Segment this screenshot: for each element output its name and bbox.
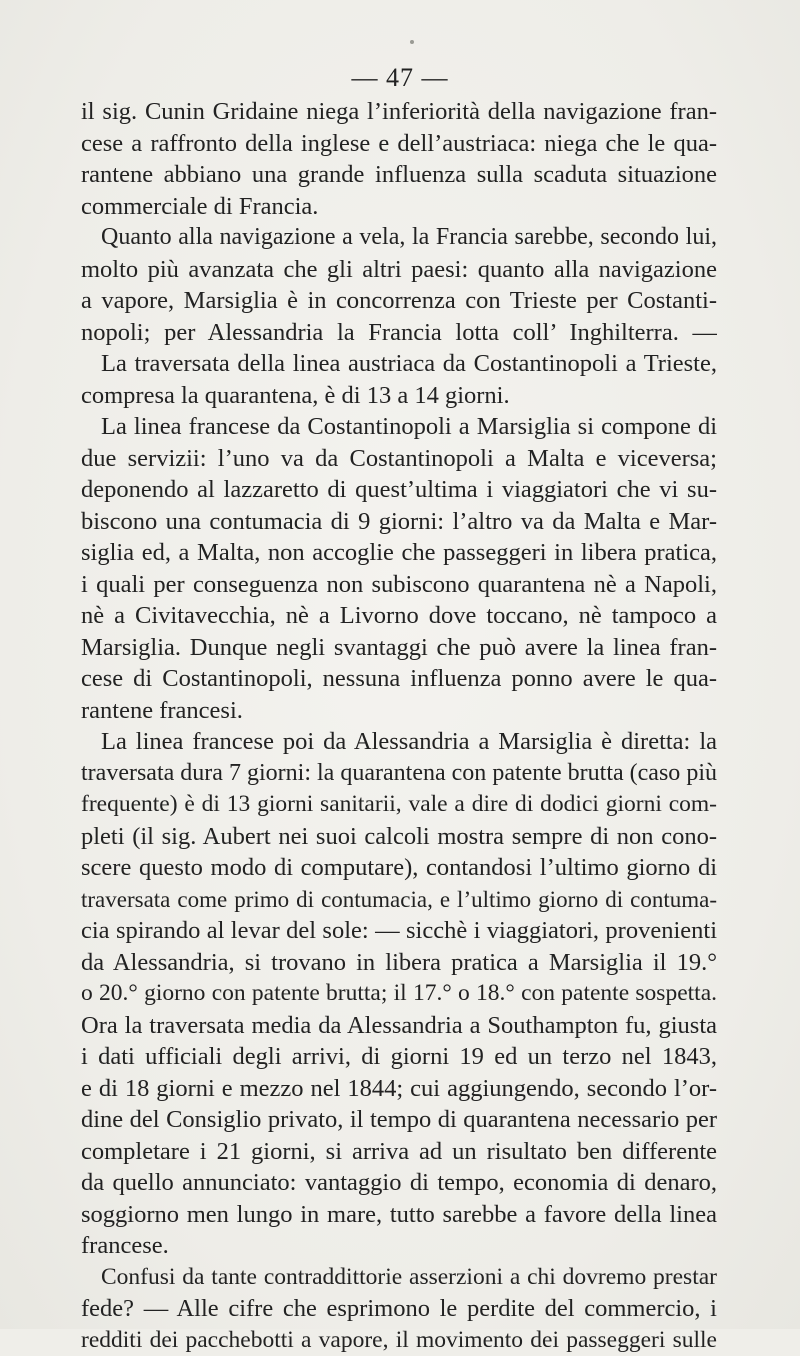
text-line: a vapore, Marsiglia è in concorrenza con Trieste per Costanti- [81,285,717,317]
text-line: Ora la traversata media da Alessandria a Southampton fu, giusta [81,1010,717,1042]
text-line: scere questo modo di computare), contandosi l’ultimo giorno di [81,852,717,884]
text-line: La linea francese da Costantinopoli a Marsiglia si compone di [81,411,717,443]
text-line: i quali per conseguenza non subiscono quarantena nè a Napoli, [81,569,717,601]
text-line: completare i 21 giorni, si arriva ad un risultato ben differente [81,1136,717,1168]
page-number: — 47 — [0,63,800,93]
text-line: frequente) è di 13 giorni sanitarii, vale a dire di dodici giorni com- [81,789,717,821]
text-line: e di 18 giorni e mezzo nel 1844; cui aggiungendo, secondo l’or- [81,1073,717,1105]
text-line: traversata dura 7 giorni: la quarantena con patente brutta (caso più [81,758,717,790]
text-line: compresa la quarantena, è di 13 a 14 giorni. [81,380,717,412]
text-line: Marsiglia. Dunque negli svantaggi che può avere la linea fran- [81,632,717,664]
text-line: deponendo al lazzaretto di quest’ultima i viaggiatori che vi su- [81,474,717,506]
text-line: soggiorno men lungo in mare, tutto sarebbe a favore della linea [81,1199,717,1231]
text-line: francese. [81,1230,717,1262]
text-line: il sig. Cunin Gridaine niega l’inferiorità della navigazione fran- [81,96,717,128]
ink-speck [410,40,414,44]
text-line: cia spirando al levar del sole: — sicchè i viaggiatori, provenienti [81,915,717,947]
text-line: nopoli; per Alessandria la Francia lotta coll’ Inghilterra. — [81,317,717,349]
text-line: La traversata della linea austriaca da Costantinopoli a Trieste, [81,348,717,380]
text-line: fede? — Alle cifre che esprimono le perdite del commercio, i [81,1293,717,1325]
text-line: da Alessandria, si trovano in libera pratica a Marsiglia il 19.° [81,947,717,979]
text-line: siglia ed, a Malta, non accoglie che passeggeri in libera pratica, [81,537,717,569]
text-line: due servizii: l’uno va da Costantinopoli a Malta e viceversa; [81,443,717,475]
text-line: cese di Costantinopoli, nessuna influenza ponno avere le qua- [81,663,717,695]
text-line: da quello annunciato: vantaggio di tempo, economia di denaro, [81,1167,717,1199]
text-line: i dati ufficiali degli arrivi, di giorni 19 ed un terzo nel 1843, [81,1041,717,1073]
text-line: traversata come primo di contumacia, e l’ultimo giorno di contuma- [81,884,717,916]
text-line: o 20.° giorno con patente brutta; il 17.° o 18.° con patente sospetta. [81,978,717,1010]
text-line: redditi dei pacchebotti a vapore, il movimento dei passeggeri sulle [81,1325,717,1356]
text-line: Quanto alla navigazione a vela, la Francia sarebbe, secondo lui, [81,222,717,254]
text-line: nè a Civitavecchia, nè a Livorno dove toccano, nè tampoco a [81,600,717,632]
text-line: rantene abbiano una grande influenza sulla scaduta situazione [81,159,717,191]
text-line: biscono una contumacia di 9 giorni: l’altro va da Malta e Mar- [81,506,717,538]
text-line: commerciale di Francia. [81,191,717,223]
text-line: cese a raffronto della inglese e dell’austriaca: niega che le qua- [81,128,717,160]
text-line: Confusi da tante contraddittorie asserzioni a chi dovremo prestar [81,1262,717,1294]
text-line: dine del Consiglio privato, il tempo di quarantena necessario per [81,1104,717,1136]
text-line: pleti (il sig. Aubert nei suoi calcoli mostra sempre di non cono- [81,821,717,853]
text-line: molto più avanzata che gli altri paesi: quanto alla navigazione [81,254,717,286]
text-line: rantene francesi. [81,695,717,727]
text-line: La linea francese poi da Alessandria a Marsiglia è diretta: la [81,726,717,758]
body-text [81,96,717,1356]
